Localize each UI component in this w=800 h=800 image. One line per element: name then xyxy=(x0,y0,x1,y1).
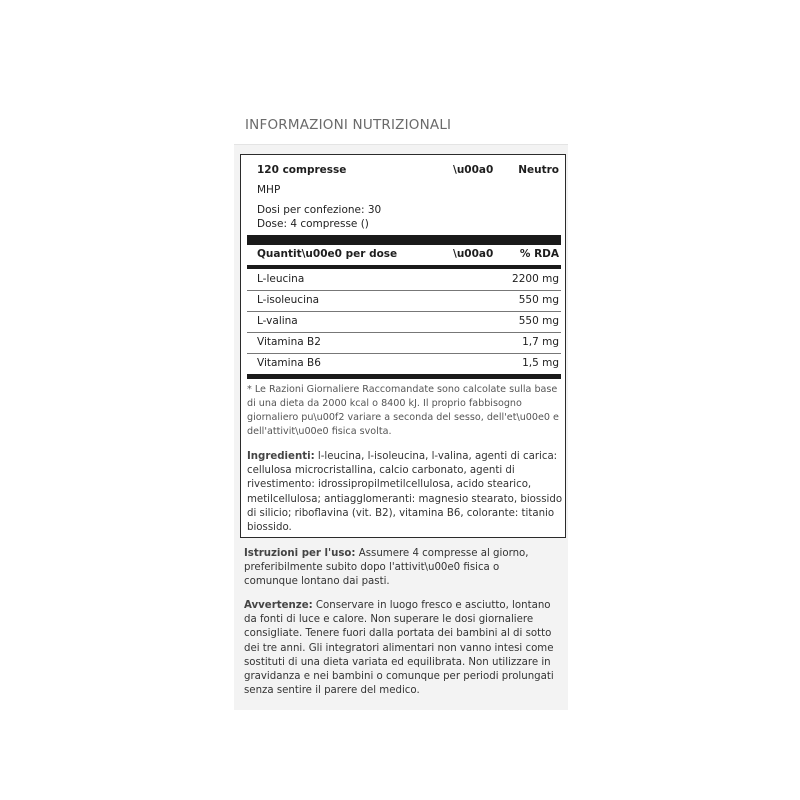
nutrient-name: L-valina xyxy=(257,315,298,327)
ingredients xyxy=(247,450,563,535)
panel-title: INFORMAZIONI NUTRIZIONALI xyxy=(245,117,452,133)
divider-bottom xyxy=(247,374,561,379)
nutrition-panel xyxy=(234,104,568,710)
table-header-mid: \u00a0 xyxy=(453,248,494,260)
nutrient-value: 550 mg xyxy=(518,315,559,327)
row-divider xyxy=(247,353,561,354)
usage-instructions xyxy=(244,547,556,590)
nutrient-value: 550 mg xyxy=(518,294,559,306)
row-divider xyxy=(247,290,561,291)
warnings xyxy=(244,599,556,698)
package-count: 120 compresse xyxy=(257,164,347,176)
brand-name: MHP xyxy=(257,184,281,196)
divider-thick xyxy=(247,235,561,245)
ingredients-text: l-leucina, l-isoleucina, l-valina, agenti di carica: cellulosa microcristallina, calcio carbonato, agenti di rivestimento: idrossipropilmetilcellulosa, acido stearico, metilcellulosa; antiagglomeranti: magnesio stearato, biossido di silicio; riboflavina (vit. B2), vitamina B6, colorante: titanio biossido. xyxy=(247,451,563,534)
rda-footnote: * Le Razioni Giornaliere Raccomandate sono calcolate sulla base di una dieta da 2000 kcal o 8400 kJ. Il proprio fabbisogno giornaliero pu\u00f2 variare a seconda del sesso, dell'et\u00e0 e dell'attivit\u00e0 fisica svolta. xyxy=(247,384,559,437)
warnings-text: Conservare in luogo fresco e asciutto, lontano da fonti di luce e calore. Non superare le dosi giornaliere consigliate. Tenere fuori dalla portata dei bambini al di sotto dei tre anni. Gli integratori alimentari non vanno intesi come sostituti di una dieta variata ed equilibrata. Non utilizzare in gravidanza e nei bambini o comunque per periodi prolungati senza sentire il parere del medico. xyxy=(244,600,554,697)
nutrient-name: L-leucina xyxy=(257,273,305,285)
nutrition-label xyxy=(240,154,566,538)
nutrient-name: L-isoleucina xyxy=(257,294,320,306)
header-spacer: \u00a0 xyxy=(453,164,494,176)
nutrient-name: Vitamina B2 xyxy=(257,336,321,348)
row-divider xyxy=(247,332,561,333)
panel-header xyxy=(234,104,568,145)
flavor-label: Neutro xyxy=(518,164,559,176)
nutrient-value: 1,7 mg xyxy=(522,336,559,348)
nutrient-value: 1,5 mg xyxy=(522,357,559,369)
servings-per-pack: Dosi per confezione: 30 xyxy=(257,204,382,216)
usage-text: Assumere 4 compresse al giorno, preferibilmente subito dopo l'attivit\u00e0 fisica o comunque lontano dai pasti. xyxy=(244,548,529,588)
table-header-value: % RDA xyxy=(519,248,559,260)
ingredients-label: Ingredienti: xyxy=(247,451,315,462)
nutrient-value: 2200 mg xyxy=(512,273,559,285)
serving-size: Dose: 4 compresse () xyxy=(257,218,369,230)
row-divider xyxy=(247,311,561,312)
warnings-label: Avvertenze: xyxy=(244,600,313,611)
nutrient-name: Vitamina B6 xyxy=(257,357,321,369)
divider-medium xyxy=(247,265,561,269)
usage-label: Istruzioni per l'uso: xyxy=(244,548,356,559)
table-header-name: Quantit\u00e0 per dose xyxy=(257,248,398,260)
